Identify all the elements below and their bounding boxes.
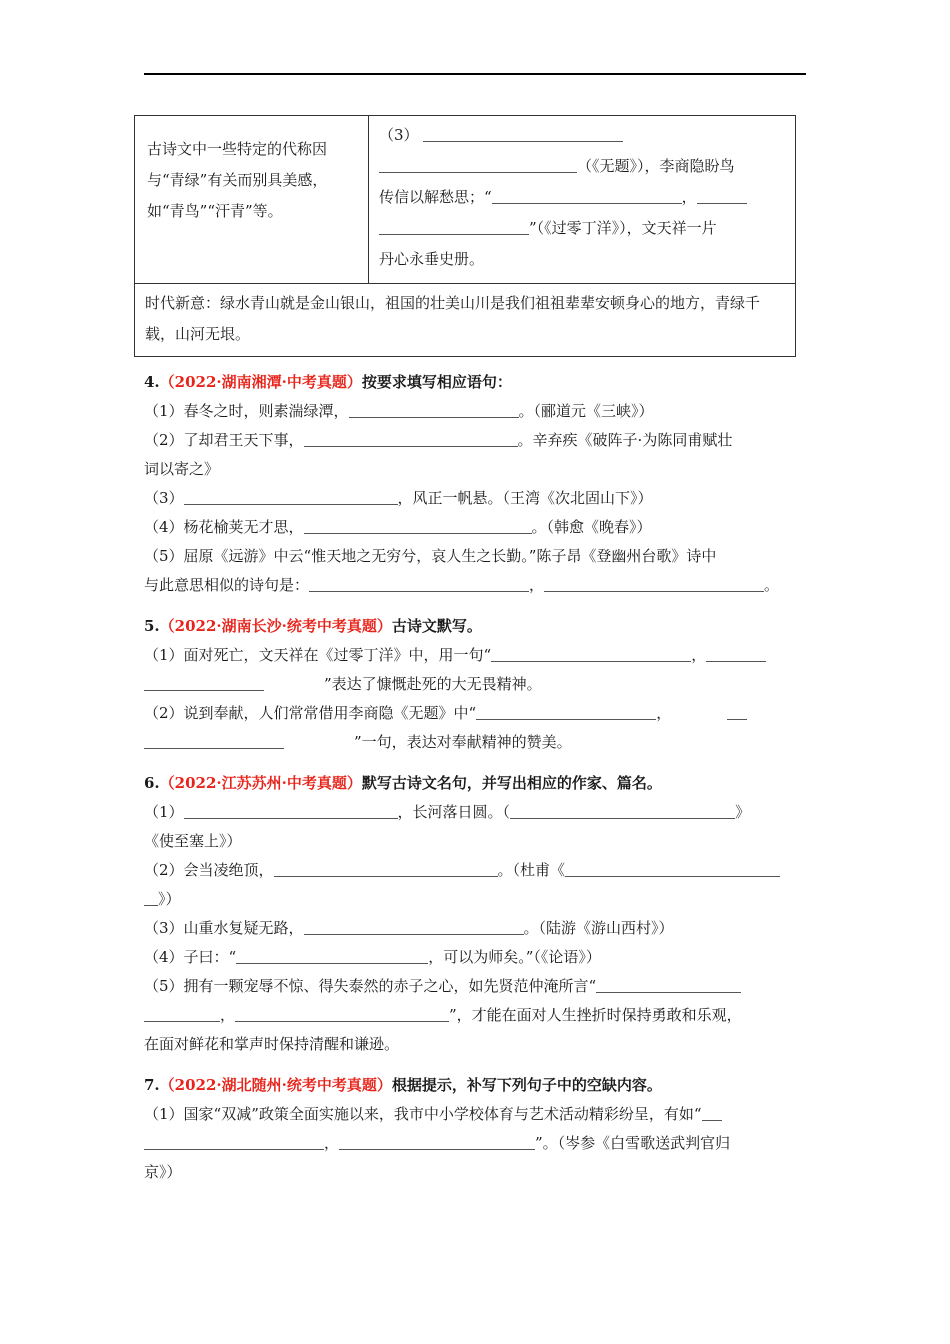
question-text: 古诗文默写。 xyxy=(391,617,482,635)
question-text: 》） xyxy=(158,890,181,908)
question-text: 在面对鲜花和掌声时保持清醒和谦逊。 xyxy=(144,1035,400,1053)
question-line xyxy=(144,972,808,1001)
answer-blank[interactable] xyxy=(236,943,428,964)
question-text: ， xyxy=(220,1006,236,1024)
answer-blank[interactable] xyxy=(309,571,529,592)
question-text: （2）了却君王天下事， xyxy=(144,431,304,449)
answer-blank[interactable] xyxy=(510,798,735,819)
answer-blank[interactable] xyxy=(274,856,498,877)
question-text: 默写古诗文名句，并写出相应的作家、篇名。 xyxy=(361,774,662,792)
question-text: （2022·湖南长沙·统考中考真题） xyxy=(159,617,392,635)
question-text: ”，才能在面对人生挫折时保持勇敢和乐观， xyxy=(449,1006,742,1024)
question-text: （5）屈原《远游》中云“惟天地之无穷兮，哀人生之长勤。”陈子昂《登幽州台歌》诗中 xyxy=(144,547,717,565)
question-line xyxy=(144,571,808,600)
question-text: （2022·湖南湘潭·中考真题） xyxy=(159,373,362,391)
answer-blank[interactable] xyxy=(304,513,532,534)
table-cell-fill xyxy=(369,116,795,283)
answer-blank[interactable] xyxy=(702,1100,722,1121)
answer-blank[interactable] xyxy=(491,641,691,662)
answer-blank[interactable] xyxy=(144,885,158,906)
question-line xyxy=(144,1129,808,1158)
question-line xyxy=(144,885,808,914)
question-line xyxy=(144,484,808,513)
question-text: ， xyxy=(691,646,707,664)
answer-blank[interactable] xyxy=(144,670,264,691)
question-text: ， xyxy=(656,704,672,722)
question-text: （5）拥有一颗宠辱不惊、得失泰然的赤子之心，如先贤范仲淹所言“ xyxy=(144,977,597,995)
info-table xyxy=(134,115,796,357)
question-text: 与此意思相似的诗句是： xyxy=(144,576,310,594)
question-text: 按要求填写相应语句： xyxy=(361,373,512,391)
question-text: （2022·江苏苏州·中考真题） xyxy=(159,774,362,792)
answer-blank[interactable] xyxy=(339,1129,535,1150)
question-text: （1）面对死亡，文天祥在《过零丁洋》中，用一句“ xyxy=(144,646,492,664)
question-text: （1） xyxy=(144,803,184,821)
question-text: （3）山重水复疑无路， xyxy=(144,919,304,937)
answer-blank[interactable] xyxy=(379,152,577,173)
question-line xyxy=(144,670,808,699)
question-text: ”表达了慷慨赴死的大无畏精神。 xyxy=(324,675,542,693)
question-text: ，风正一帆悬。（王湾《次北固山下》） xyxy=(397,489,653,507)
answer-blank[interactable] xyxy=(596,972,741,993)
question-text: 。（韩愈《晚春》） xyxy=(531,518,652,536)
question-text: 6. xyxy=(144,774,160,792)
question-text: 7. xyxy=(144,1076,160,1094)
answer-blank[interactable] xyxy=(304,426,518,447)
question-text: 词以寄之》 xyxy=(144,460,220,478)
question-text: 《使至塞上》） xyxy=(144,832,242,850)
answer-blank[interactable] xyxy=(476,699,656,720)
question-text: （4）子曰：“ xyxy=(144,948,237,966)
answer-blank[interactable] xyxy=(492,183,682,204)
question-7-heading xyxy=(144,1071,808,1100)
answer-blank[interactable] xyxy=(144,1129,324,1150)
table-row xyxy=(135,116,795,284)
question-4-heading xyxy=(144,368,808,397)
answer-blank[interactable] xyxy=(235,1001,449,1022)
question-5-heading xyxy=(144,612,808,641)
answer-blank[interactable] xyxy=(349,397,519,418)
question-text: （1）国家“双减”政策全面实施以来，我市中小学校体育与艺术活动精彩纷呈，有如“ xyxy=(144,1105,702,1123)
question-text: ，可以为师矣。”（《论语》） xyxy=(428,948,601,966)
question-text: ”。（岑参《白雪歌送武判官归 xyxy=(535,1134,731,1152)
header-rule xyxy=(144,73,806,75)
question-line xyxy=(144,699,808,728)
question-text: 》 xyxy=(735,803,751,821)
question-line xyxy=(144,513,808,542)
question-text: 。（杜甫《 xyxy=(497,861,566,879)
questions xyxy=(144,368,808,1187)
fill-line: 丹心永垂史册。 xyxy=(379,250,485,268)
question-text: （2）会当凌绝顶， xyxy=(144,861,274,879)
answer-blank[interactable] xyxy=(544,571,764,592)
answer-blank[interactable] xyxy=(727,699,747,720)
answer-blank[interactable] xyxy=(697,183,747,204)
question-line xyxy=(144,798,808,827)
question-text: 。（陆游《游山西村》） xyxy=(523,919,674,937)
question-text: （1）春冬之时，则素湍绿潭， xyxy=(144,402,349,420)
question-line xyxy=(144,914,808,943)
question-text: （2022·湖北随州·统考中考真题） xyxy=(159,1076,392,1094)
table-cell-topic: 古诗文中一些特定的代称因与“青绿”有关而别具美感，如“青鸟”“汗青”等。 xyxy=(135,116,369,283)
answer-blank[interactable] xyxy=(144,728,284,749)
answer-blank[interactable] xyxy=(379,214,529,235)
question-line xyxy=(144,426,808,455)
fill-line: （3） xyxy=(379,120,785,151)
question-text: ，长河落日圆。（ xyxy=(397,803,511,821)
answer-blank[interactable] xyxy=(423,121,623,142)
answer-blank[interactable] xyxy=(184,484,398,505)
question-line xyxy=(144,728,808,757)
question-text: 4. xyxy=(144,373,160,391)
question-text: 。 xyxy=(764,576,780,594)
question-text: 根据提示，补写下列句子中的空缺内容。 xyxy=(391,1076,662,1094)
fill-line: 传信以解愁思；“ ， xyxy=(379,182,785,213)
question-text: ”一句，表达对奉献精神的赞美。 xyxy=(354,733,572,751)
answer-blank[interactable] xyxy=(184,798,398,819)
question-line xyxy=(144,1001,808,1030)
question-line xyxy=(144,397,808,426)
question-line xyxy=(144,641,808,670)
question-text: 5. xyxy=(144,617,160,635)
question-text: 京》） xyxy=(144,1163,182,1181)
question-line xyxy=(144,943,808,972)
table-cell-new-meaning: 时代新意：绿水青山就是金山银山，祖国的壮美山川是我们祖祖辈辈安顿身心的地方，青绿千载，山河无垠。 xyxy=(145,294,761,343)
question-line xyxy=(144,1100,808,1129)
question-line xyxy=(144,856,808,885)
fill-line: ”（《过零丁洋》），文天祥一片 xyxy=(379,213,785,244)
question-text: 。（郦道元《三峡》） xyxy=(518,402,654,420)
question-text: ， xyxy=(529,576,545,594)
question-text: 。辛弃疾《破阵子·为陈同甫赋壮 xyxy=(517,431,733,449)
question-6-heading xyxy=(144,769,808,798)
question-text: （3） xyxy=(144,489,184,507)
question-text: ， xyxy=(324,1134,340,1152)
answer-blank[interactable] xyxy=(706,641,766,662)
fill-line: （《无题》），李商隐盼鸟 xyxy=(379,151,785,182)
answer-blank[interactable] xyxy=(565,856,780,877)
question-text: （4）杨花榆荚无才思， xyxy=(144,518,304,536)
question-text: （2）说到奉献，人们常常借用李商隐《无题》中“ xyxy=(144,704,477,722)
answer-blank[interactable] xyxy=(304,914,524,935)
answer-blank[interactable] xyxy=(144,1001,220,1022)
